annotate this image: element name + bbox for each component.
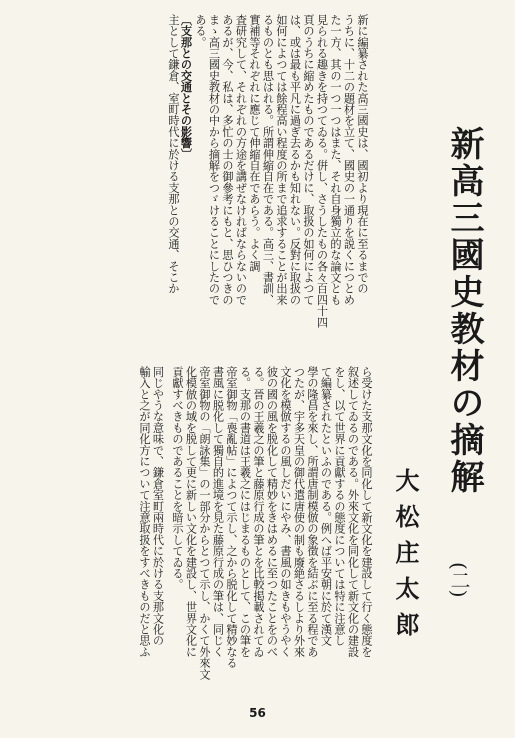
page-number: 56 (249, 706, 266, 720)
text-column: た一方、其の一つ一つはまた、それ自身獨立的な論文とも (329, 14, 342, 306)
text-column: 如何によつては餘程高い程度の所まで追求することが出来 (275, 14, 288, 306)
text-column: 書風に脱化して獨自的進境を見た藤原行成の筆は、同じく (211, 366, 225, 658)
author-name: 大松庄太郎 (391, 468, 420, 648)
text-column: 貢獻すべきものであることを暗示してゐる。 (171, 366, 184, 590)
text-column: ある。 (194, 14, 207, 48)
text-column: 主として鎌倉、室町時代に於ける支那との交通、そこか (167, 14, 180, 294)
text-column: 見られる趣きを持つてゐる。倂し、さうしたもの各々百四十四 (315, 14, 329, 328)
text-column: 彼の國の風を脱化して精妙をきはめるに至つたことをのべ (265, 366, 279, 658)
text-column: つたが、宇多天皇の御代遣唐使の制も廢絶さるしより外來 (292, 366, 306, 658)
text-column: 文化を模倣するの風しだいにやみ、書風の如きもやうやく (279, 366, 292, 658)
text-column: 帝室御物の「朗詠集」の一部分からとつて示し、かくて外來文 (198, 366, 211, 680)
text-column: 化模倣の域を脱して更に新しい文化を建設し、世界文化に (184, 366, 198, 658)
text-column: て編纂されたといふのである。例へば平安朝に於て漢文 (319, 366, 333, 646)
text-column: 輸入と之が同化方について注意取扱をすべきものだと思ふ (138, 366, 151, 658)
text-column: をし、以て世界に貢獻するの態度については特に注意し (333, 366, 346, 646)
text-column: あるが、今、私は、多忙の士の御參考にもと、思ひつきの (221, 14, 234, 306)
part-number: (二) (447, 562, 471, 598)
text-column: まゝ高三國史教材の中から摘解をつゞけることにしたので (207, 14, 221, 306)
text-column: るものとも思はれる。所謂伸縮自在である。高三、書訓、 (261, 14, 275, 306)
text-column: る。晉の王羲之の筆と藤原行成の筆とを比較掲載されてゐ (252, 366, 265, 658)
text-column: 帝室御物「喪亂帖」によつて示し、之から脱化して精妙なる (225, 366, 238, 669)
text-column: 實補等それぞれに應じて伸縮自在であらう。よく調 (248, 14, 261, 272)
article-title: 新高三國史教材の摘解 (444, 126, 484, 496)
text-column: 同じやうな意味で、鎌倉室町兩時代に於ける支那文化の (151, 366, 165, 646)
text-column: 査研究して、それぞれの方途を講ぜなければならないので (234, 14, 248, 306)
text-column: 新に編纂された高三國史は、國初より現在に至るまでの (356, 14, 369, 294)
text-column: 學の隆昌を來し、所謂唐制模倣の象徴を結ぶに至る程であ (306, 366, 319, 658)
text-column: ら受けた支那文化を同化して新文化を建設して行く態度を (360, 366, 373, 658)
section-heading: 〔支那との交通とその影響〕 (179, 14, 194, 160)
text-column: る。支那の書道は王羲之にはじまるものとして、この筆を (238, 366, 252, 658)
text-column: は、或は最も平凡に過ぎ去るかも知れない。反對に取扱の (288, 14, 302, 306)
text-column: 叙述してゐるのである。外來文化を同化して新文化の建設 (346, 366, 360, 658)
text-column: 頁のうちに縮めたものであるだけに、取扱の如何によつて (302, 14, 315, 306)
text-column: うちに、十二の題材を立て、國史の一通りを説くにつとめ (342, 14, 356, 306)
